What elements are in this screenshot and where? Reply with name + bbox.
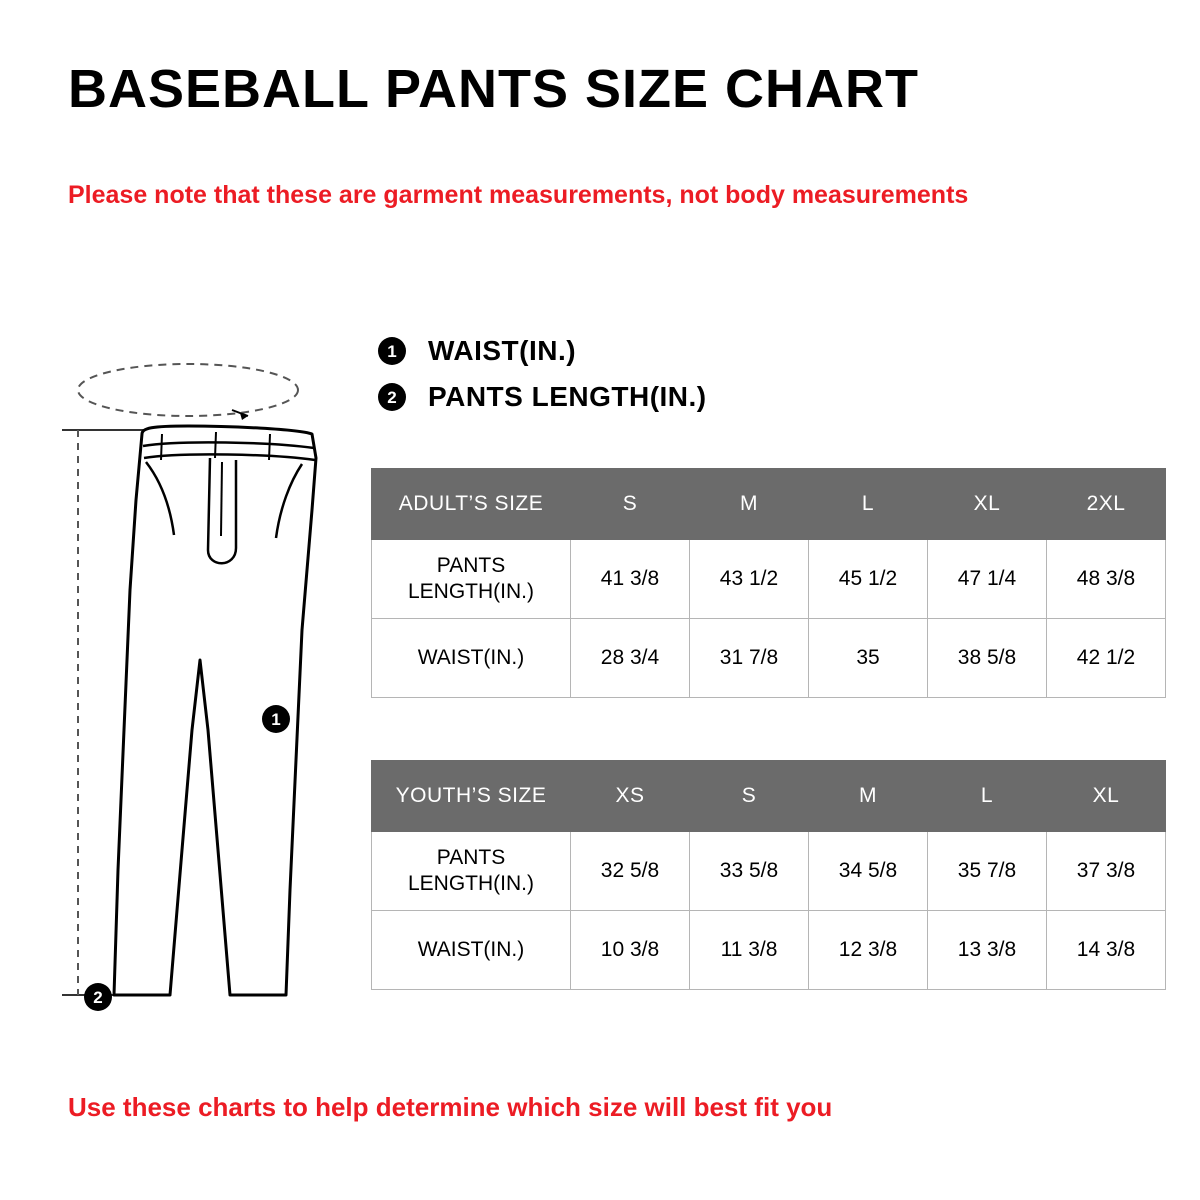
marker-1-icon: 1	[378, 337, 406, 365]
adult-corner-header: ADULT’S SIZE	[372, 469, 571, 540]
youth-col-l: L	[928, 761, 1047, 832]
table-row	[372, 540, 1166, 619]
youth-size-table	[371, 760, 1166, 990]
adult-length-2xl: 48 3/8	[1047, 540, 1166, 619]
adult-size-table	[371, 468, 1166, 698]
marker-2-icon: 2	[378, 383, 406, 411]
legend-item-length	[378, 381, 707, 413]
adult-length-s: 41 3/8	[571, 540, 690, 619]
adult-length-l: 45 1/2	[809, 540, 928, 619]
youth-row-label-waist: WAIST(IN.)	[372, 911, 571, 990]
youth-col-m: M	[809, 761, 928, 832]
adult-col-m: M	[690, 469, 809, 540]
adult-waist-2xl: 42 1/2	[1047, 619, 1166, 698]
youth-col-xs: XS	[571, 761, 690, 832]
adult-waist-s: 28 3/4	[571, 619, 690, 698]
adult-length-m: 43 1/2	[690, 540, 809, 619]
youth-waist-xl: 14 3/8	[1047, 911, 1166, 990]
table-header-row	[372, 469, 1166, 540]
adult-col-xl: XL	[928, 469, 1047, 540]
youth-waist-s: 11 3/8	[690, 911, 809, 990]
adult-length-xl: 47 1/4	[928, 540, 1047, 619]
youth-col-s: S	[690, 761, 809, 832]
adult-waist-l: 35	[809, 619, 928, 698]
table-row	[372, 619, 1166, 698]
adult-col-2xl: 2XL	[1047, 469, 1166, 540]
table-row	[372, 911, 1166, 990]
adult-row-label-waist: WAIST(IN.)	[372, 619, 571, 698]
adult-col-l: L	[809, 469, 928, 540]
youth-length-m: 34 5/8	[809, 832, 928, 911]
adult-row-label-length: PANTS LENGTH(IN.)	[372, 540, 571, 619]
youth-length-s: 33 5/8	[690, 832, 809, 911]
footer-note: Use these charts to help determine which size will best fit you	[68, 1092, 833, 1122]
youth-corner-header: YOUTH’S SIZE	[372, 761, 571, 832]
youth-waist-m: 12 3/8	[809, 911, 928, 990]
youth-col-xl: XL	[1047, 761, 1166, 832]
legend-label-length: PANTS LENGTH(IN.)	[428, 381, 707, 412]
youth-waist-xs: 10 3/8	[571, 911, 690, 990]
baseball-pants-diagram	[40, 330, 370, 1020]
youth-length-l: 35 7/8	[928, 832, 1047, 911]
page-title: BASEBALL PANTS SIZE CHART	[68, 59, 920, 119]
youth-waist-l: 13 3/8	[928, 911, 1047, 990]
diagram-marker-waist-icon: 1	[262, 705, 290, 733]
adult-waist-xl: 38 5/8	[928, 619, 1047, 698]
youth-length-xs: 32 5/8	[571, 832, 690, 911]
table-header-row	[372, 761, 1166, 832]
adult-waist-m: 31 7/8	[690, 619, 809, 698]
diagram-marker-length-icon: 2	[84, 983, 112, 1011]
legend	[378, 335, 707, 427]
youth-row-label-length: PANTS LENGTH(IN.)	[372, 832, 571, 911]
table-row	[372, 832, 1166, 911]
legend-label-waist: WAIST(IN.)	[428, 335, 577, 366]
youth-length-xl: 37 3/8	[1047, 832, 1166, 911]
measurement-note: Please note that these are garment measurements, not body measurements	[68, 181, 969, 209]
adult-col-s: S	[571, 469, 690, 540]
legend-item-waist	[378, 335, 707, 367]
